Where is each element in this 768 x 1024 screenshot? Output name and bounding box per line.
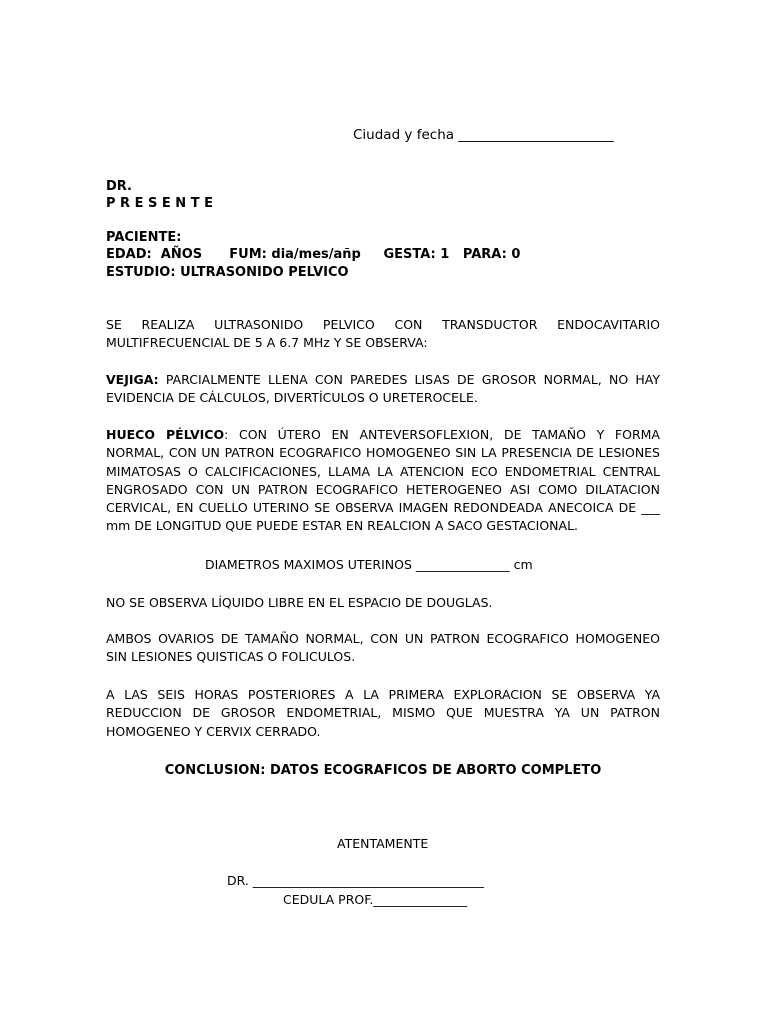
ovarios-paragraph: AMBOS OVARIOS DE TAMAÑO NORMAL, CON UN PATRON ECOGRAFICO HOMOGENEO SIN LESIONES QUISTICAS O FOLICULOS. xyxy=(106,631,660,665)
city-date-line: Ciudad y fecha _______________________ xyxy=(353,127,614,143)
addressee-presente: P R E S E N T E xyxy=(106,196,213,211)
addressee-dr: DR. xyxy=(106,179,132,194)
douglas-line: NO SE OBSERVA LÍQUIDO LIBRE EN EL ESPACIO DE DOUGLAS. xyxy=(106,595,493,610)
hueco-text: : CON ÚTERO EN ANTEVERSOFLEXION, DE TAMAÑO Y FORMA NORMAL, CON UN PATRON ECOGRAFICO HOMOGENEO SIN LA PRESENCIA DE LESIONES MIMATOSAS O CALCIFICACIONES, LLAMA LA ATENCION ECO ENDOMETRIAL CENTRAL ENGROSADO CON UN PATRON ECOGRAFICO HETEROGENEO ASI COMO DILATACION CERVICAL, EN CUELLO UTERINO SE OBSERVA IMAGEN REDONDEADA ANECOICA DE ___ mm DE LONGITUD QUE PUEDE ESTAR EN REALCION A SACO GESTACIONAL. xyxy=(106,427,660,534)
atentamente: ATENTAMENTE xyxy=(337,836,429,851)
vejiga-text: PARCIALMENTE LLENA CON PAREDES LISAS DE GROSOR NORMAL, NO HAY EVIDENCIA DE CÁLCULOS, DIVERTÍCULOS O URETEROCELE. xyxy=(106,372,660,406)
vejiga-label: VEJIGA: xyxy=(106,372,159,387)
conclusion: CONCLUSION: DATOS ECOGRAFICOS DE ABORTO COMPLETO xyxy=(164,763,602,778)
diametros-line: DIAMETROS MAXIMOS UTERINOS _______________ cm xyxy=(205,557,533,572)
patient-label: PACIENTE: xyxy=(106,230,182,245)
cedula-line: CEDULA PROF._______________ xyxy=(283,892,468,907)
hueco-label: HUECO PÉLVICO xyxy=(106,427,225,442)
vejiga-paragraph xyxy=(106,371,660,408)
signature-dr-line: DR. _____________________________________ xyxy=(227,873,485,888)
patient-age-line: EDAD: AÑOS FUM: dia/mes/añp GESTA: 1 PARA: 0 xyxy=(106,247,521,262)
study-line: ESTUDIO: ULTRASONIDO PELVICO xyxy=(106,265,349,280)
intro-paragraph: SE REALIZA ULTRASONIDO PELVICO CON TRANSDUCTOR ENDOCAVITARIO MULTIFRECUENCIAL DE 5 A 6.7 MHz Y SE OBSERVA: xyxy=(106,317,660,351)
seis-horas-paragraph: A LAS SEIS HORAS POSTERIORES A LA PRIMERA EXPLORACION SE OBSERVA YA REDUCCION DE GROSOR ENDOMETRIAL, MISMO QUE MUESTRA YA UN PATRON HOMOGENEO Y CERVIX CERRADO. xyxy=(106,687,660,739)
hueco-pelvico-paragraph xyxy=(106,426,660,536)
